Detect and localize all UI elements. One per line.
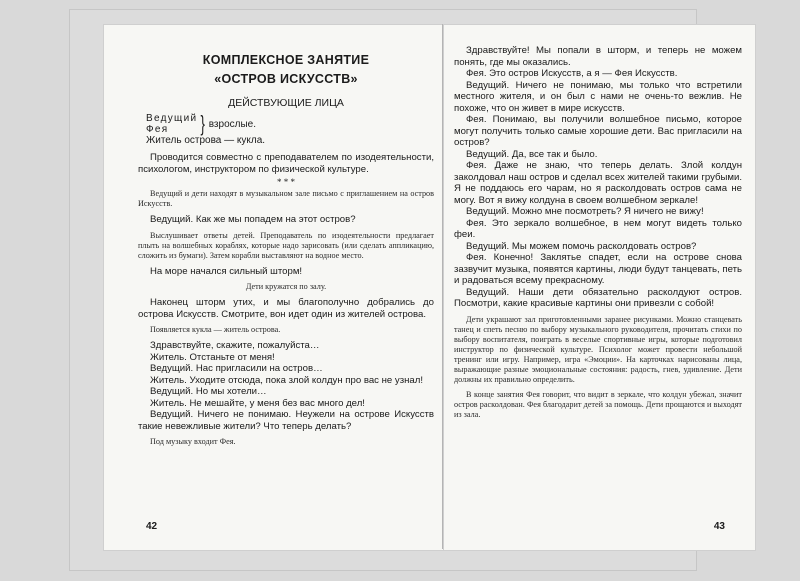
dialogue-line: Ведущий. Мы можем помочь расколдовать остров?	[466, 240, 697, 252]
dialogue-line: Ведущий. Можно мне посмотреть? Я ничего не вижу!	[466, 206, 704, 217]
dialogue-line: Фея. Понимаю, вы получили волшебное письмо, которое могут получить только самые хорошие дети. Вас пригласили на остров?	[454, 114, 742, 148]
book-spread	[70, 10, 742, 570]
page-number: 42	[146, 521, 158, 532]
cast-name-fairy: Фея	[146, 124, 169, 135]
dialogue-line: Ведущий. Как же мы попадем на этот остров?	[150, 214, 356, 225]
left-page-content	[138, 49, 434, 447]
dialogue-line: Фея. Это зеркало волшебное, в нем могут видеть только феи.	[454, 217, 742, 240]
dialogue-line: Здравствуйте! Мы попали в шторм, и теперь не можем понять, где мы оказались.	[454, 45, 742, 68]
chapter-title-line2: «ОСТРОВ ИСКУССТВ»	[214, 72, 358, 86]
dialogue-line: Житель. Не мешайте, у меня без вас много дел!	[150, 397, 365, 409]
cast-heading: ДЕЙСТВУЮЩИЕ ЛИЦА	[228, 97, 344, 109]
stage-direction: Дети кружатся по залу.	[245, 282, 327, 291]
left-page	[103, 24, 445, 551]
dialogue-line: Наконец шторм утих, и мы благополучно добрались до острова Искусств. Смотрите, вон идет один из жителей острова.	[138, 297, 434, 320]
stage-direction: Ведущий и дети находят в музыкальном зале письмо с приглашением на остров Искусств.	[138, 189, 434, 208]
cast-list	[146, 113, 434, 135]
dialogue-line: Ведущий. Но мы хотели…	[150, 386, 267, 397]
dialogue-line: Фея. Это остров Искусств, а я — Фея Искусств.	[466, 68, 678, 79]
dialogue-line: Ведущий. Ничего не понимаю, мы только что встретили местного жителя, и он был с нами не очень-то вежлив. Не похоже, что он живет в мире искусств.	[454, 79, 742, 114]
stage-direction: Под музыку входит Фея.	[150, 437, 236, 446]
dialogue-line: Здравствуйте, скажите, пожалуйста…	[150, 340, 320, 351]
dialogue-line: Житель. Отстаньте от меня!	[150, 351, 275, 363]
dialogue-line: Ведущий. Нас пригласили на остров…	[150, 363, 323, 374]
stage-direction: Выслушивает ответы детей. Преподаватель по изодеятельности предлагает плыть на волшебных кораблях, которые надо зарисовать (или сделать аппликацию, сложить из бумаги). Затем корабли выставляют на водное место.	[138, 230, 434, 260]
stage-direction: В конце занятия Фея говорит, что видит в зеркале, что колдун убежал, значит остров расколдован. Фея благодарит детей за помощь. Дети прощаются и выходят из зала.	[454, 389, 742, 419]
dialogue-line: Житель. Уходите отсюда, пока злой колдун про вас не узнал!	[150, 374, 424, 386]
right-page-content	[454, 45, 742, 420]
paragraph: Проводится совместно с преподавателем по изодеятельности, психологом, инструктором по физической культуре.	[138, 152, 434, 175]
stage-direction: Появляется кукла — житель острова.	[150, 325, 281, 334]
section-divider: * * *	[277, 177, 295, 187]
cast-role-adults: взрослые.	[208, 118, 256, 130]
dialogue-line: На море начался сильный шторм!	[150, 265, 303, 277]
dialogue-line: Ведущий. Ничего не понимаю. Неужели на острове Искусств такие невежливые жители? Что теперь делать?	[138, 409, 434, 432]
dialogue-line: Ведущий. Да, все так и было.	[466, 148, 598, 160]
right-page	[443, 24, 756, 551]
dialogue-line: Фея. Даже не знаю, что теперь делать. Злой колдун заколдовал наш остров и сделал всех жителей такими грубыми. Я не поддаюсь его чарам, но я расколдовать остров сама не могу. Вот я вижу колдуна в своем волшебном зеркале!	[454, 160, 742, 206]
cast-name-host: Ведущий	[146, 113, 198, 124]
stage-direction: Дети украшают зал приготовленными заранее рисунками. Можно станцевать танец и спеть песню по выбору музыкального руководителя, прочитать стихи по выбору воспитателя, поиграть в веселые спортивные игры, которые подготовил инструктор по физической культуре. Психолог может провести небольшой тренинг или игру. Например, игра «Эмоции». На карточках нарисованы лица, выражающие разные эмоциональные состояния: радость, гнев, удивление. Дети должны их правильно определить.	[454, 314, 742, 384]
dialogue-line: Фея. Конечно! Заклятье спадет, если на острове снова зазвучит музыка, появятся картины, люди будут танцевать, петь и радоваться всему прекрасному.	[454, 252, 742, 286]
page-number: 43	[713, 521, 725, 532]
chapter-title-line1: КОМПЛЕКСНОЕ ЗАНЯТИЕ	[202, 53, 370, 67]
brace-glyph: }	[200, 111, 206, 136]
dialogue-line: Ведущий. Наши дети обязательно расколдуют остров. Посмотри, какие красивые картины они привезли с собой!	[454, 286, 742, 309]
cast-line-resident: Житель острова — кукла.	[146, 135, 266, 146]
